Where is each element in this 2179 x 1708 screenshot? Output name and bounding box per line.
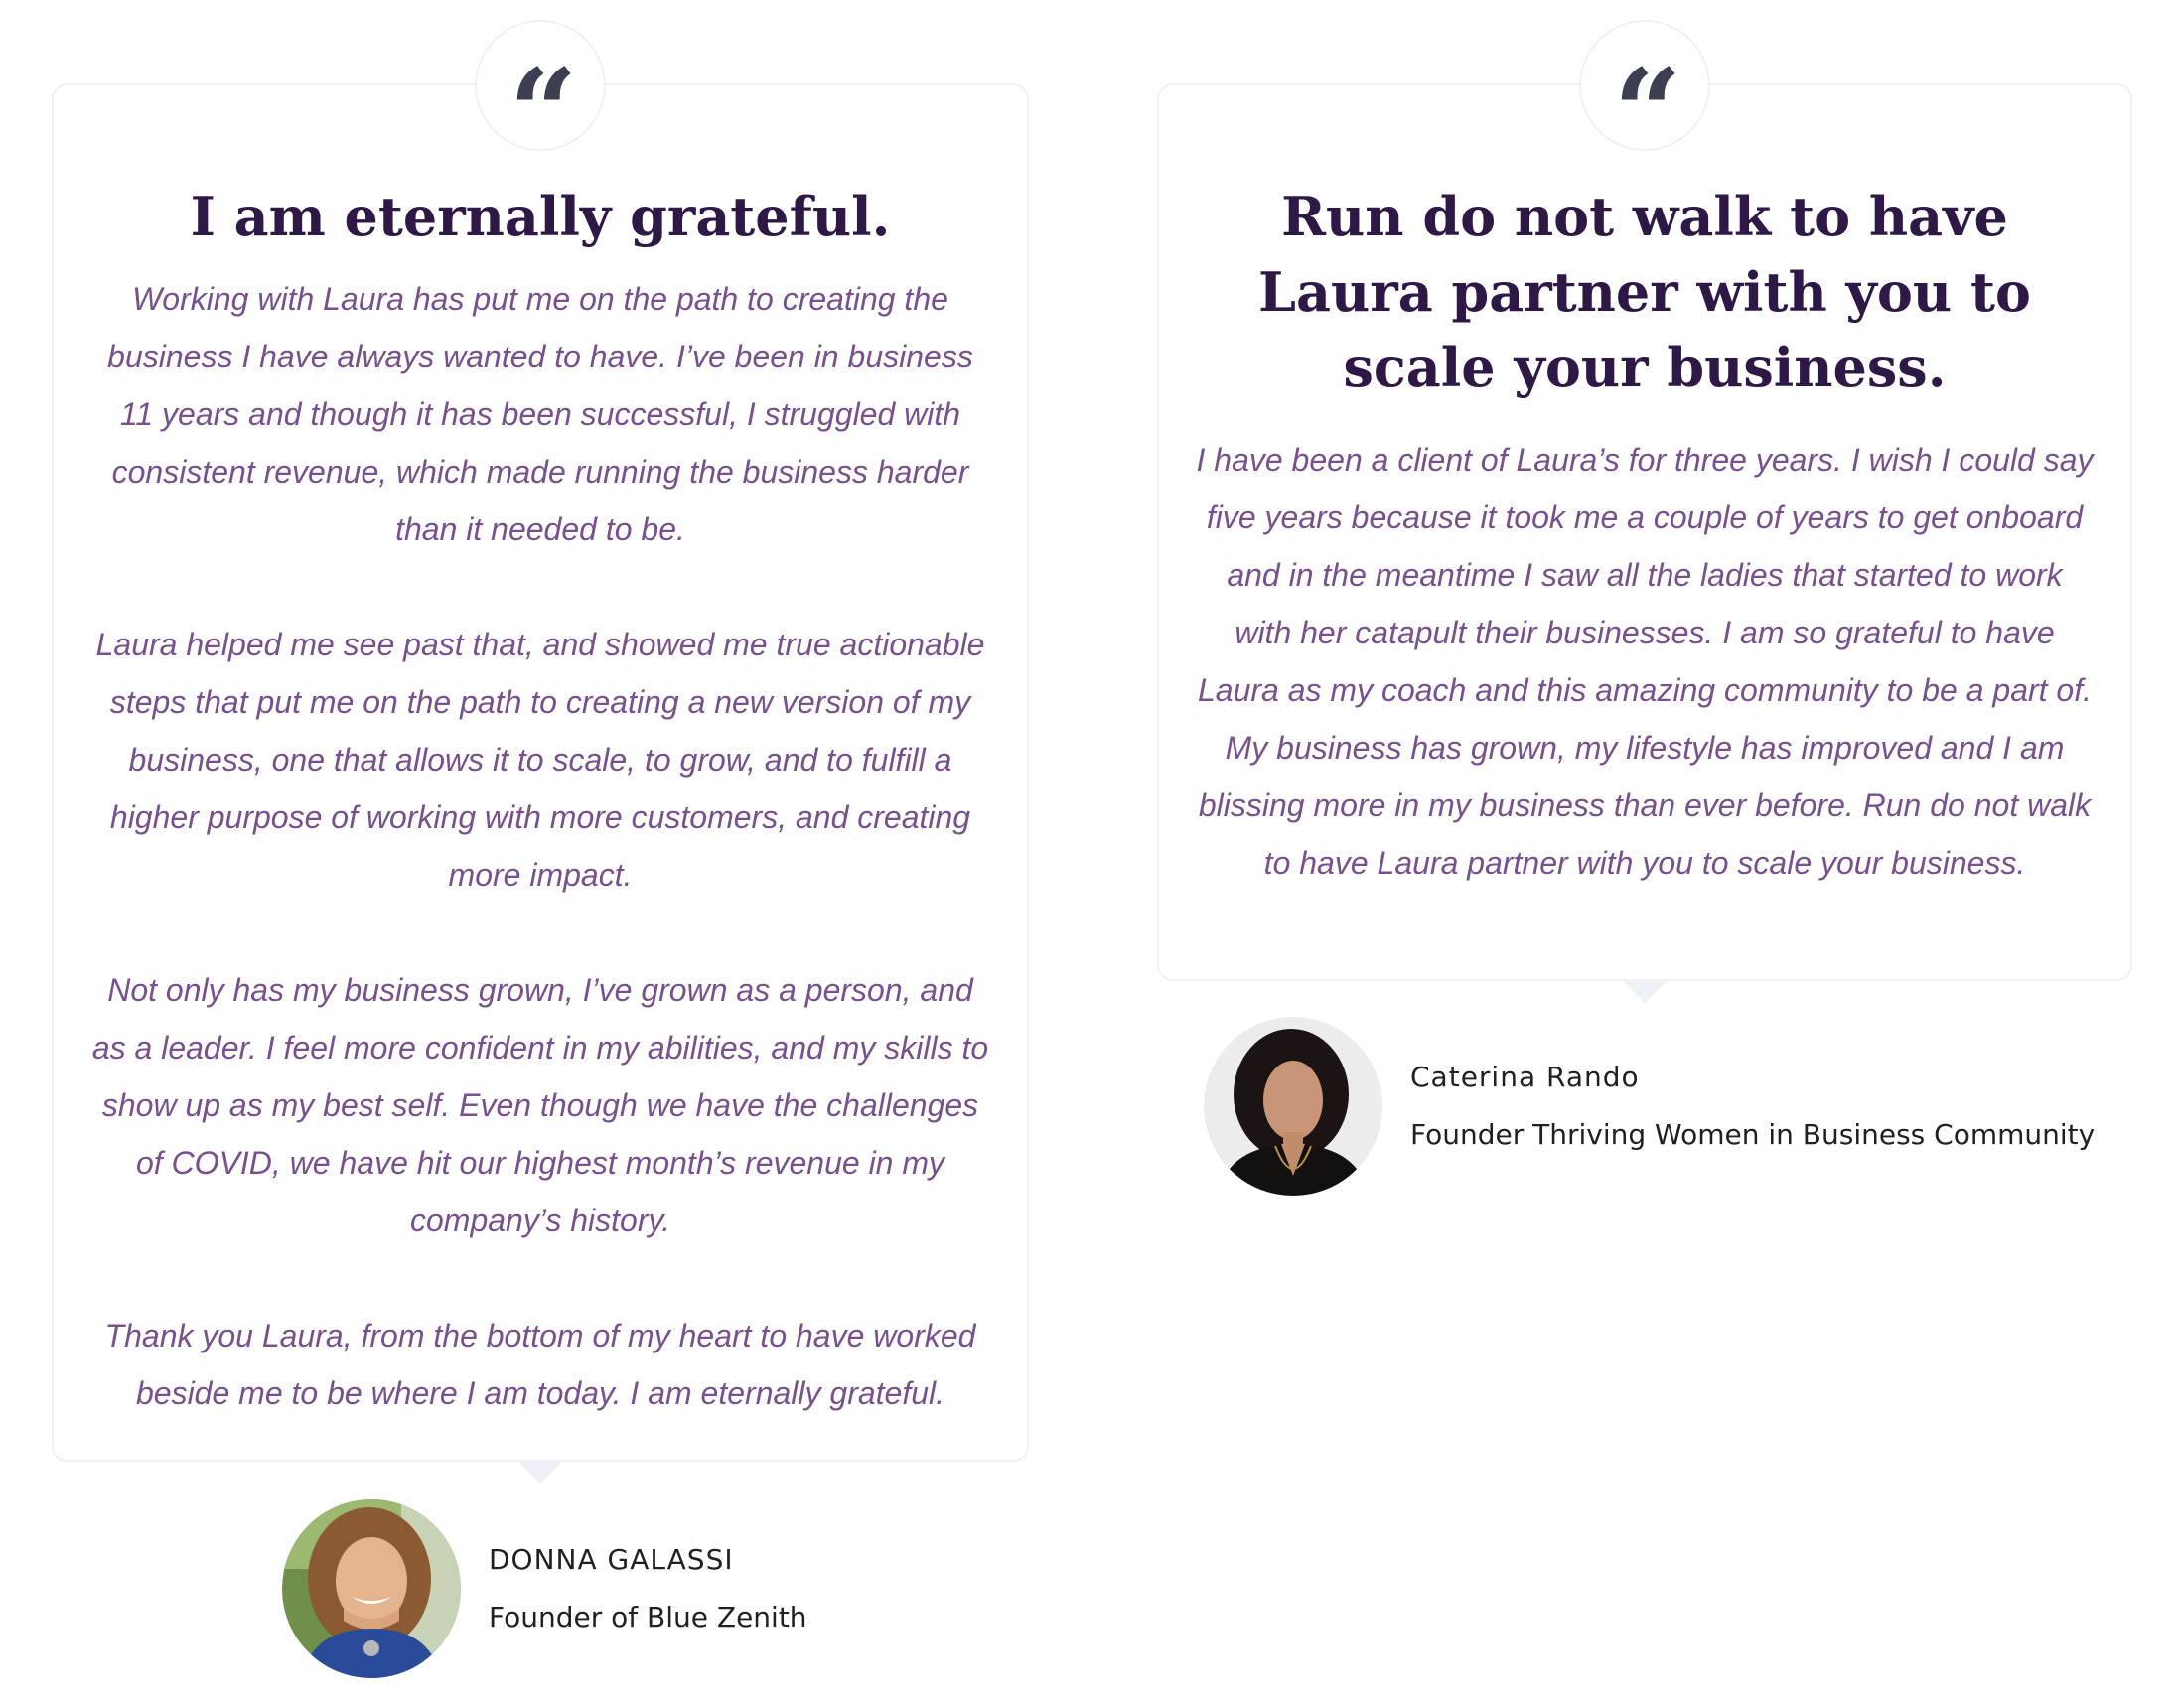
quote-icon: “ [1613,43,1676,183]
testimonial-paragraph: I have been a client of Laura’s for three years. I wish I could say five years because it took me a couple of years to get onboard and in the meantime I saw all the ladies that started to work with her catapult their businesses. I am so grateful to have Laura as my coach and this amazing community to be a part of. My business has grown, my lifestyle has improved and I am blissing more in my business than ever before. Run do not walk to have Laura partner with you to scale your business. [1196,442,2094,881]
quote-icon: “ [508,43,572,183]
author-caterina [1204,1017,2095,1196]
author-role: Founder Thriving Women in Business Community [1410,1118,2096,1151]
author-donna [282,1499,807,1678]
testimonial-body [1195,431,2095,892]
avatar-photo-icon [282,1499,461,1678]
testimonial-paragraph: Working with Laura has put me on the path to creating the business I have always wanted to have. I’ve been in business 11 years and though it has been successful, I struggled with consistent revenue, which made running the business harder than it needed to be. [107,281,973,547]
quote-badge [1579,20,1710,183]
author-name: Caterina Rando [1410,1061,1640,1093]
quote-badge [475,20,606,183]
avatar [1204,1017,1382,1196]
card-pointer [1621,979,1669,1003]
testimonial-paragraph: Laura helped me see past that, and showed me true actionable steps that put me on the path to creating a new version of my business, one that allows it to scale, to grow, and to fulfill a higher purpose of working with more customers, and creating more impact. [95,627,985,893]
testimonial-title: Run do not walk to have Laura partner with you to scale your business. [1258,185,2031,399]
testimonial-card-caterina [1157,43,2132,981]
author-role: Founder of Blue Zenith [489,1601,807,1634]
testimonial-card-donna [52,43,1029,1462]
author-name: DONNA GALASSI [489,1543,734,1576]
testimonial-body [89,270,991,1422]
testimonial-title: I am eternally grateful. [190,185,891,248]
card-pointer [516,1460,564,1484]
testimonial-paragraph: Not only has my business grown, I’ve grown as a person, and as a leader. I feel more confident in my abilities, and my skills to show up as my best self. Even though we have the challenges of COVID, we have hit our highest month’s revenue in my company’s history. [91,972,989,1238]
avatar [282,1499,461,1678]
avatar-photo-icon [1204,1017,1382,1196]
testimonial-paragraph: Thank you Laura, from the bottom of my heart to have worked beside me to be where I am today. I am eternally grateful. [104,1318,976,1411]
